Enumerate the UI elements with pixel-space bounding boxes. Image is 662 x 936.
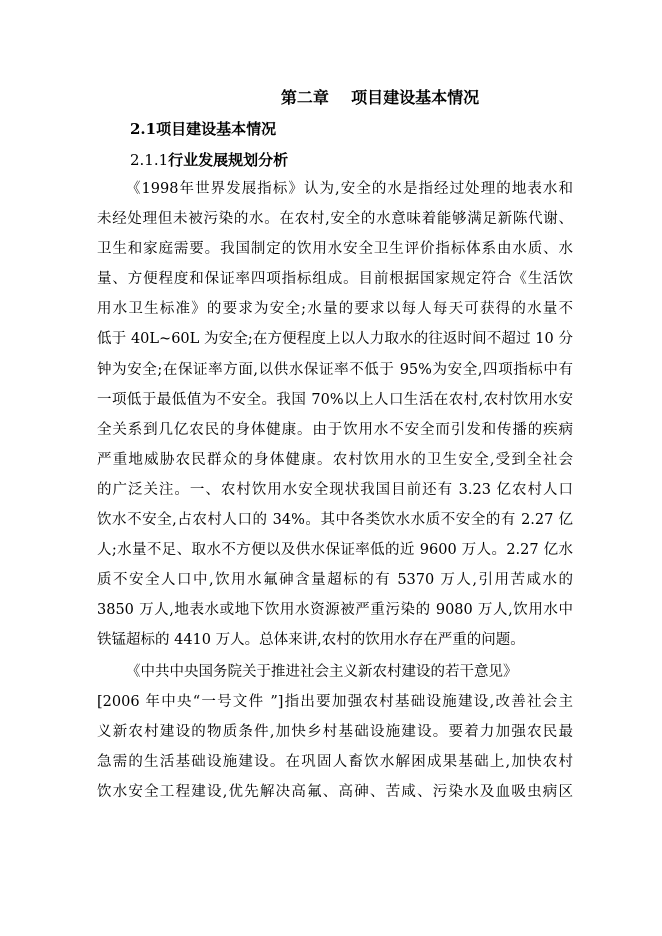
paragraph-line: 用水卫生标准》的要求为安全;水量的要求以每人每天可获得的水量不 bbox=[97, 301, 573, 318]
subsection-text: 行业发展规划分析 bbox=[168, 151, 289, 169]
subsection-title bbox=[130, 148, 288, 172]
paragraph-2 bbox=[97, 657, 573, 807]
paragraph-line: 的广泛关注。一、农村饮用水安全现状我国目前还有 3.23 亿农村人口 bbox=[97, 481, 573, 498]
paragraph-line: 钟为安全;在保证率方面,以供水保证率不低于 95%为安全,四项指标中有 bbox=[97, 361, 573, 378]
paragraph-line: 一项低于最低值为不安全。我国 70%以上人口生活在农村,农村饮用水安 bbox=[97, 391, 573, 408]
paragraph-line: 严重地威胁农民群众的身体健康。农村饮用水的卫生安全,受到全社会 bbox=[97, 451, 573, 468]
paragraph-line: 《中共中央国务院关于推进社会主义新农村建设的若干意见》 bbox=[126, 664, 518, 680]
paragraph-line: 低于 40L~60L 为安全;在方便程度上以人力取水的往返时间不超过 10 分 bbox=[97, 331, 573, 348]
paragraph-line: [2006 年中央“一号文件 ”]指出要加强农村基础设施建设,改善社会主 bbox=[97, 694, 573, 711]
paragraph-line: 饮水不安全,占农村人口的 34%。其中各类饮水水质不安全的有 2.27 亿 bbox=[97, 512, 573, 529]
paragraph-line: 人;水量不足、取水不方便以及供水保证率低的近 9600 万人。2.27 亿水 bbox=[97, 542, 573, 559]
paragraph-line: 3850 万人,地表水或地下饮用水资源被严重污染的 9080 万人,饮用水中 bbox=[97, 602, 573, 619]
paragraph-line: 未经处理但未被污染的水。在农村,安全的水意味着能够满足新陈代谢、 bbox=[97, 211, 573, 228]
paragraph-line: 质不安全人口中,饮用水氟砷含量超标的有 5370 万人,引用苦咸水的 bbox=[97, 572, 573, 589]
paragraph-line: 铁锰超标的 4410 万人。总体来讲,农村的饮用水存在严重的问题。 bbox=[97, 632, 525, 649]
paragraph-1 bbox=[97, 174, 573, 656]
paragraph-line: 卫生和家庭需要。我国制定的饮用水安全卫生评价指标体系由水质、水 bbox=[97, 241, 573, 258]
paragraph-line: 义新农村建设的物质条件,加快乡村基础设施建设。要着力加强农民最 bbox=[97, 724, 573, 741]
paragraph-line: 全关系到几亿农民的身体健康。由于饮用水不安全而引发和传播的疾病 bbox=[97, 421, 573, 438]
subsection-number: 2.1.1 bbox=[130, 151, 169, 169]
paragraph-line: 急需的生活基础设施建设。在巩固人畜饮水解困成果基础上,加快农村 bbox=[97, 754, 573, 771]
section-title: 2.1项目建设基本情况 bbox=[130, 120, 277, 138]
paragraph-line: 饮水安全工程建设,优先解决高氟、高砷、苦咸、污染水及血吸虫病区 bbox=[97, 784, 573, 801]
paragraph-line: 《1998年世界发展指标》认为,安全的水是指经过处理的地表水和 bbox=[126, 181, 573, 197]
paragraph-line: 量、方便程度和保证率四项指标组成。目前根据国家规定符合《生活饮 bbox=[97, 271, 573, 288]
chapter-title: 第二章 项目建设基本情况 bbox=[280, 88, 480, 107]
